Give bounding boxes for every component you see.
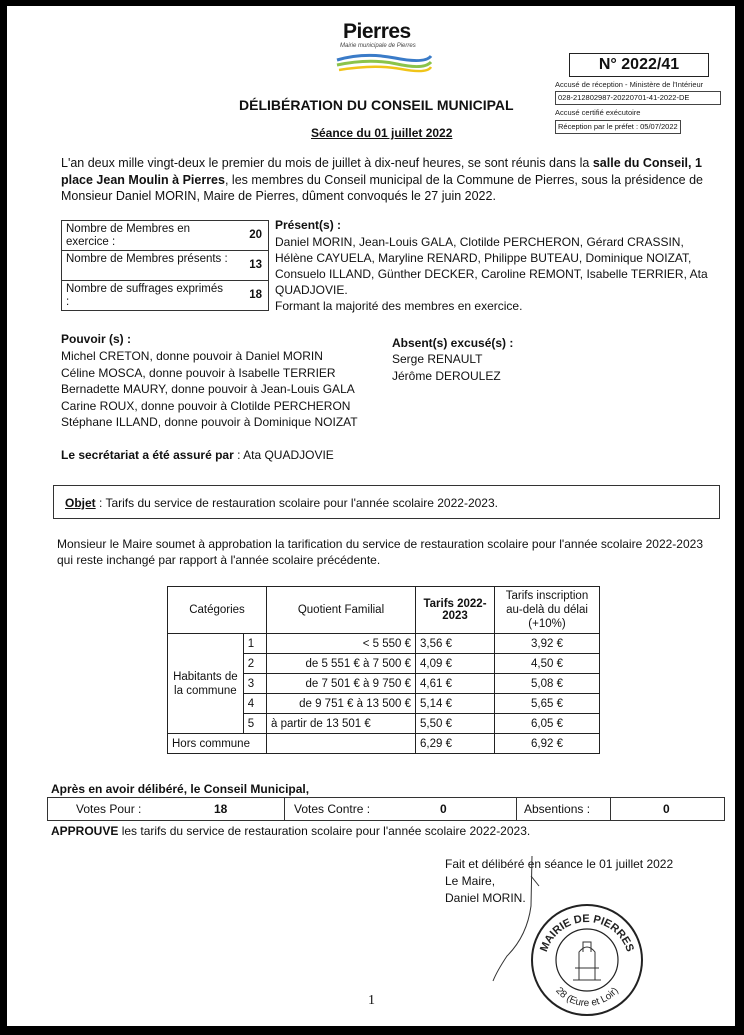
votes-row	[47, 797, 725, 821]
table-row	[168, 634, 600, 654]
hors-commune-label: Hors commune	[168, 734, 267, 754]
presents-majority: Formant la majorité des membres en exercice.	[275, 299, 523, 313]
absent-line: Serge RENAULT	[392, 352, 483, 366]
table-header-row	[168, 587, 600, 634]
svg-text:28 (Eure et Loir)	[553, 985, 621, 1009]
logo-swoosh-icon	[335, 50, 433, 74]
quotient-cell: < 5 550 €	[267, 634, 416, 654]
certified-label: Accusé certifié exécutoire	[555, 108, 641, 117]
approuve-label: APPROUVE	[51, 824, 119, 838]
secretariat-label: Le secrétariat a été assuré par	[61, 448, 234, 462]
header-categories: Catégories	[168, 587, 267, 634]
stat-label: Nombre de Membres en exercice :	[66, 223, 190, 248]
pouvoir-line: Michel CRETON, donne pouvoir à Daniel MORIN	[61, 349, 323, 363]
stat-row	[62, 221, 268, 251]
late-cell: 6,05 €	[495, 714, 600, 734]
stat-row	[62, 251, 268, 281]
absent-list	[392, 351, 501, 384]
stat-label: Nombre de Membres présents :	[66, 253, 228, 265]
tarif-cell: 4,61 €	[416, 674, 495, 694]
absent-line: Jérôme DEROULEZ	[392, 368, 501, 383]
pouvoir-line: Carine ROUX, donne pouvoir à Clotilde PERCHERON	[61, 398, 351, 413]
secretariat-name: : Ata QUADJOVIE	[233, 448, 334, 462]
secretariat-line	[61, 448, 334, 462]
vote-divider	[284, 798, 285, 820]
quotient-cell	[267, 734, 416, 754]
pouvoir-list	[61, 348, 358, 431]
quotient-cell: de 5 551 € à 7 500 €	[267, 654, 416, 674]
header-tarifs: Tarifs 2022-2023	[416, 587, 495, 634]
deliberation-number: N° 2022/41	[569, 53, 709, 77]
tarif-cell: 4,09 €	[416, 654, 495, 674]
seance-date: Séance du 01 juillet 2022	[311, 126, 453, 140]
row-index: 1	[243, 634, 266, 654]
stat-value: 18	[249, 289, 262, 301]
stat-value: 20	[249, 229, 262, 241]
votes-pour-value: 18	[214, 802, 228, 816]
intro-location: salle du Conseil, 1 place Jean Moulin à Pierres	[61, 156, 702, 187]
row-index: 3	[243, 674, 266, 694]
votes-contre-label: Votes Contre :	[294, 802, 371, 816]
row-index: 4	[243, 694, 266, 714]
pouvoir-line: Stéphane ILLAND, donne pouvoir à Dominique NOIZAT	[61, 415, 358, 429]
signature-line: Fait et délibéré en séance le 01 juillet 2022	[445, 857, 674, 871]
stat-row	[62, 281, 268, 310]
logo-wordmark: Pierres	[343, 20, 411, 43]
pouvoir-heading: Pouvoir (s) :	[61, 332, 132, 346]
maire-paragraph: Monsieur le Maire soumet à approbation la tarification du service de restauration scolaire pour l'année scolaire 2022-2023 qui reste inchangé par rapport à l'année scolaire précédente.	[57, 537, 703, 567]
members-stats-box	[61, 220, 269, 311]
reception-date: Réception par le préfet : 05/07/2022	[555, 120, 681, 134]
header-quotient: Quotient Familial	[267, 587, 416, 634]
late-cell: 6,92 €	[495, 734, 600, 754]
late-cell: 5,65 €	[495, 694, 600, 714]
tarif-cell: 3,56 €	[416, 634, 495, 654]
tarif-cell: 5,14 €	[416, 694, 495, 714]
intro-text-2: , les membres du Conseil municipal de la Commune de Pierres, sous la présidence de Monsieur Daniel MORIN, Maire de Pierres, dûment convoqués le 27 juin 2022.	[61, 172, 703, 203]
abstentions-label: Absentions :	[524, 802, 591, 816]
presents-heading: Présent(s) :	[275, 218, 342, 232]
habitants-cell: Habitants de la commune	[168, 634, 244, 734]
intro-text-1: L'an deux mille vingt-deux le premier du mois de juillet à dix-neuf heures, se sont réunis dans la	[61, 156, 593, 170]
row-index: 2	[243, 654, 266, 674]
document-page	[7, 6, 735, 1026]
approuve-text: les tarifs du service de restauration scolaire pour l'année scolaire 2022-2023.	[118, 824, 531, 838]
header-inscription: Tarifs inscription au-delà du délai (+10%)	[495, 587, 600, 634]
ack-label: Accusé de réception - Ministère de l'Intérieur	[555, 80, 704, 89]
mairie-seal-icon	[529, 902, 645, 1018]
pouvoir-line: Céline MOSCA, donne pouvoir à Isabelle TERRIER	[61, 365, 336, 380]
quotient-cell: de 9 751 € à 13 500 €	[267, 694, 416, 714]
apres-deliberation: Après en avoir délibéré, le Conseil Municipal,	[51, 782, 310, 796]
tariff-table	[167, 586, 600, 754]
late-cell: 5,08 €	[495, 674, 600, 694]
pouvoir-line: Bernadette MAURY, donne pouvoir à Jean-Louis GALA	[61, 382, 355, 396]
quotient-cell: à partir de 13 501 €	[267, 714, 416, 734]
presents-list	[275, 234, 715, 314]
logo-tagline: Mairie municipale de Pierres	[340, 43, 416, 49]
approuve-line	[51, 824, 530, 838]
votes-pour-label: Votes Pour :	[76, 802, 142, 816]
seal-top-text: MAIRIE DE PIERRES	[538, 912, 636, 954]
objet-label: Objet	[65, 496, 96, 510]
vote-divider	[516, 798, 517, 820]
signature-line: Le Maire,	[445, 874, 496, 888]
ack-id: 028-212802987-20220701-41-2022-DE	[555, 91, 721, 105]
intro-paragraph	[61, 155, 719, 205]
table-row	[168, 734, 600, 754]
seal-bottom-text: 28 (Eure et Loir)	[553, 985, 621, 1010]
presents-names: Daniel MORIN, Jean-Louis GALA, Clotilde PERCHERON, Gérard CRASSIN, Hélène CAYUELA, Maryline RENARD, Philippe BUTEAU, Dominique NOIZAT, Consuelo ILLAND, Günther DECKER, Caroline REMONT, Isabelle TERRIER, Ata QUADJOVIE.	[275, 235, 708, 297]
late-cell: 4,50 €	[495, 654, 600, 674]
absent-heading: Absent(s) excusé(s) :	[392, 336, 514, 350]
objet-text: : Tarifs du service de restauration scolaire pour l'année scolaire 2022-2023.	[95, 496, 498, 510]
late-cell: 3,92 €	[495, 634, 600, 654]
row-index: 5	[243, 714, 266, 734]
signature-block	[445, 856, 673, 907]
tarif-cell: 6,29 €	[416, 734, 495, 754]
votes-contre-value: 0	[440, 802, 447, 816]
signature-line: Daniel MORIN.	[445, 891, 526, 905]
quotient-cell: de 7 501 € à 9 750 €	[267, 674, 416, 694]
page-number: 1	[368, 993, 375, 1008]
abstentions-value: 0	[663, 802, 670, 816]
tarif-cell: 5,50 €	[416, 714, 495, 734]
stat-label: Nombre de suffrages exprimés :	[66, 283, 224, 308]
stat-value: 13	[249, 259, 262, 271]
objet-line	[65, 496, 498, 510]
document-title: DÉLIBÉRATION DU CONSEIL MUNICIPAL	[239, 97, 514, 113]
vote-divider	[610, 798, 611, 820]
